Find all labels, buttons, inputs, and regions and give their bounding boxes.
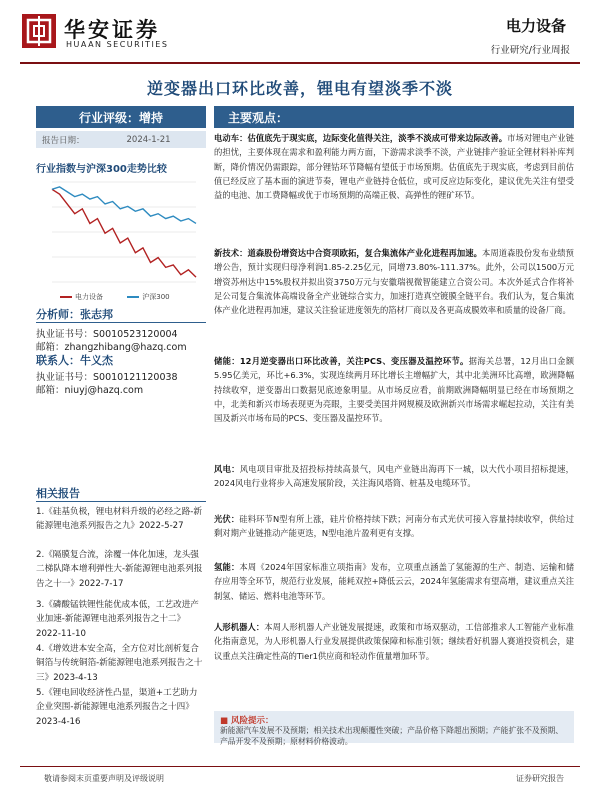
brand-logo <box>22 14 56 48</box>
paragraph-lead: 氢能： <box>214 562 240 572</box>
index-chart-svg <box>38 178 200 290</box>
paragraph-lead: 光伏： <box>214 514 240 524</box>
analyst-divider <box>36 322 206 323</box>
footer-divider <box>20 766 580 767</box>
report-date-row <box>36 131 206 148</box>
index-chart <box>38 178 200 300</box>
paragraph-hydrogen <box>214 560 574 603</box>
chart-title: 行业指数与沪深300走势比较 <box>36 164 167 175</box>
paragraph-text: 本周人形机器人产业链发展提速，政策和市场双驱动，工信部推求人工智能产业标准化指南意见，为人形机器人行业发展提供政策保障和标准引领；继续看好机器人赛道投资机会，建议重点关注确定性高的Tier1供应商和轻动作值量增加环节。 <box>214 622 574 661</box>
legend-swatch-hs300 <box>127 296 139 298</box>
risk-title: ■ 风险提示： <box>220 716 274 726</box>
related-report-item[interactable]: 2.《隔膜复合流，涂覆一体化加速，龙头强二梯队降本增利弹性大-新能源锂电池系列报告之十一》2022-7-17 <box>36 550 203 589</box>
paragraph-robot <box>214 620 574 663</box>
related-report-item[interactable]: 3.《磷酸锰铁锂性能优成本低，工艺改进产业加速-新能源锂电池系列报告之十二》2022-11-10 <box>36 600 199 639</box>
legend-swatch-industry <box>60 296 72 298</box>
analyst-cert: 执业证书号：S0010523120004 <box>36 329 178 340</box>
contact-email[interactable]: 邮箱：niuyj@hazq.com <box>36 385 144 396</box>
related-reports-title: 相关报告 <box>36 487 80 500</box>
legend-industry: 电力设备 <box>75 293 103 301</box>
report-title: 逆变器出口环比改善，锂电有望淡季不淡 <box>146 79 453 98</box>
chart-series-line-hs300 <box>52 187 196 224</box>
contact-name: 联系人：牛义杰 <box>36 354 113 367</box>
analyst-email[interactable]: 邮箱：zhangzhibang@hazq.com <box>36 342 187 353</box>
related-report-item[interactable]: 4.《增效进本安全高，全方位对比剖析复合铜箔与传统铜箔-新能源锂电池系列报告之十三》2023-4-13 <box>36 644 203 683</box>
paragraph-lead: 人形机器人： <box>214 622 265 632</box>
legend-hs300: 沪深300 <box>142 293 170 301</box>
paragraph-text: 风电项目审批及招投标持续高景气，风电产业链出海再下一城，以大代小项目招标提速，2024风电行业将步入高速发展阶段，关注海风塔筒、桩基及电缆环节。 <box>214 464 574 489</box>
contact-cert: 执业证书号：S0010121120038 <box>36 372 178 383</box>
related-report-item[interactable]: 5.《锂电回收经济性凸显，渠道+工艺助力企业突围-新能源锂电池系列报告之十四》2023-4-16 <box>36 688 198 727</box>
footer-label: 证券研究报告 <box>516 774 564 783</box>
paragraph-text: 本周道森股份发布业绩预增公告，预计实现归母净利润1.85-2.25亿元，同增73.80%-111.37%。此外，公司以1500万元增资苏州达中15%股权并拟出资3750万元与安徽瑞视微智能建立合资公司。本次外延式合作将补足公司复合集流体高端设备全产业链综合实力，加速打造真空镀膜全链平台。我们认为，复合集流体产业化进程再加速，建议关注验证进度领先的箔材厂商以及各更高成膜效率和质量的设备厂商。 <box>214 248 574 316</box>
logo-emblem-icon <box>22 14 56 48</box>
analyst-name: 分析师：张志邦 <box>36 308 113 321</box>
paragraph-ev <box>214 131 574 202</box>
related-divider <box>36 501 206 502</box>
paragraph-lead: 储能：12月逆变器出口环比改善，关注PCS、变压器及温控环节。 <box>214 356 469 366</box>
rating-banner: 行业评级：增持 <box>36 106 206 128</box>
report-date: 2024-1-21 <box>126 134 171 145</box>
chart-legend <box>60 292 170 302</box>
paragraph-storage <box>214 354 574 425</box>
paragraph-lead: 电动车：估值底先于现实底，边际变化值得关注，淡季不淡成可带来边际改善。 <box>214 133 508 143</box>
viewpoint-banner: 主要观点： <box>214 106 574 128</box>
risk-text: 新能源汽车发展不及预期；相关技术出现颠覆性突破；产品价格下降超出预期；产能扩张不及预期、产品开发不及预期；原材料价格波动。 <box>220 726 564 746</box>
paragraph-text: 市场对锂电产业链的担忧，主要体现在需求和盈利能力两方面，下游需求淡季不淡，产业链排产验证全锂材料补库判断，降价情况仍需跟踪，部分锂钴环节降幅有望低于市场预期。估值底先于现实底，考虑到目前估值已经反应了基本面的演进节奏，锂电产业链持仓低位，或可反应边际变化，建议优先关注有望受益的电池、加工费降幅或优于市场预期的高端正极、高弹性的锂矿环节。 <box>214 133 574 201</box>
industry-label: 电力设备 <box>505 17 566 35</box>
paragraph-text: 本周《2024年国家标准立项指南》发布，立项重点涵盖了氢能源的生产、制造、运输和储存应用等全环节，规范行业发展，能耗双控+降低云云，2024年氢能需求有望高增，建议重点关注制氢、储运、燃料电池等环节。 <box>214 562 574 601</box>
related-report-item[interactable]: 1.《硅基负极，锂电材料升级的必经之路-新能源锂电池系列报告之九》2022-5-27 <box>36 507 202 532</box>
paragraph-lead: 新技术：道森股份增资达中合资项欧拓，复合集流体产业化进程再加速。 <box>214 248 482 258</box>
report-type: 行业研究/行业周报 <box>490 45 570 56</box>
paragraph-lead: 风电： <box>214 464 240 474</box>
chart-series-line-industry <box>52 189 196 277</box>
footer-disclaimer[interactable]: 敬请参阅末页重要声明及评级说明 <box>44 774 164 783</box>
paragraph-newtech <box>214 246 574 317</box>
paragraph-wind <box>214 462 574 491</box>
paragraph-text: 据海关总署，12月出口金额5.95亿美元，环比+6.3%，实现连续两月环比增长主增幅扩大，其中北美洲环比高增，欧洲降幅持续收窄，逆变器出口数据见底迹象明显。从市场反应看，前期欧洲降幅明显已经在市场预期之中，北美和新兴市场表现更为亮眼，主要受美国并网规模及欧洲新兴市场需求崛起拉动，关注有美国及新兴市场布局的PCS、变压器及温控环节。 <box>214 356 574 424</box>
header-divider <box>20 62 580 64</box>
paragraph-pv <box>214 512 574 541</box>
brand-name-en: HUAAN SECURITIES <box>66 40 169 49</box>
brand-name: 华安证券 <box>64 17 160 42</box>
report-date-label: 报告日期： <box>42 135 85 146</box>
paragraph-text: 硅料环节N型有所上涨，硅片价格持续下跌；河南分布式光伏可接入容量持续收窄，供给过剩对期产业链推动产能更迭，N型电池片盈利更有支撑。 <box>214 514 574 539</box>
